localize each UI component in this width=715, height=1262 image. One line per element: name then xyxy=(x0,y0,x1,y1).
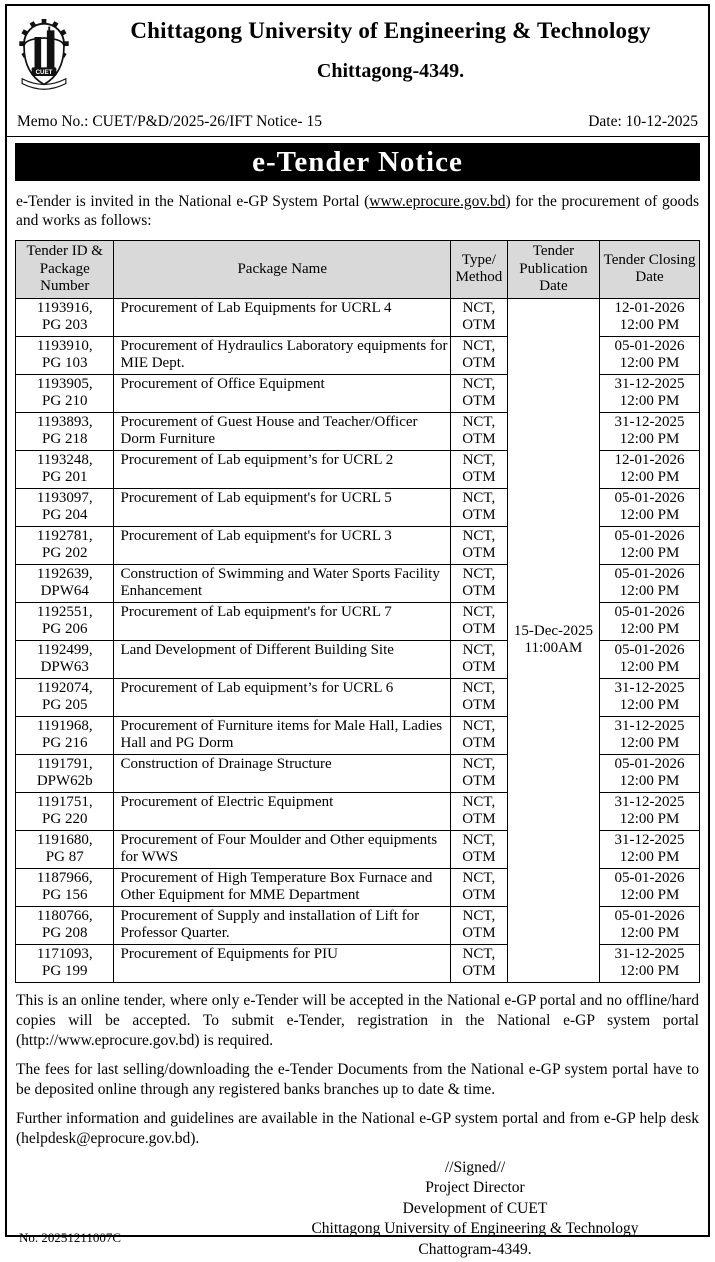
notice-banner xyxy=(15,143,700,181)
memo-number: Memo No.: CUET/P&D/2025-26/IFT Notice- 15 xyxy=(17,113,322,130)
package-name-cell: Procurement of Hydraulics Laboratory equipments for MIE Dept. xyxy=(114,336,451,374)
package-name-cell: Procurement of Lab equipment’s for UCRL 2 xyxy=(114,450,451,488)
intro-paragraph xyxy=(16,192,699,230)
tender-id-cell: 1193916, PG 203 xyxy=(16,298,114,336)
package-name-cell: Procurement of Electric Equipment xyxy=(114,792,451,830)
closing-date-cell: 05-01-2026 12:00 PM xyxy=(600,906,700,944)
type-method-cell: NCT, OTM xyxy=(451,868,508,906)
package-name-cell: Procurement of Equipments for PIU xyxy=(114,944,451,982)
tender-id-cell: 1187966, PG 156 xyxy=(16,868,114,906)
type-method-cell: NCT, OTM xyxy=(451,754,508,792)
reference-number: No. 20251211007C xyxy=(19,1229,122,1245)
eprocure-link[interactable]: www.eprocure.gov.bd xyxy=(369,193,506,210)
intro-text-after: ) for the procurement of goods and works as follows: xyxy=(16,193,699,229)
type-method-cell: NCT, OTM xyxy=(451,602,508,640)
tender-id-cell: 1193893, PG 218 xyxy=(16,412,114,450)
tender-table xyxy=(15,240,700,983)
type-method-cell: NCT, OTM xyxy=(451,298,508,336)
note-fees: The fees for last selling/downloading the e-Tender Documents from the National e-GP system portal have to be deposited online through any registered banks branches up to date & time. xyxy=(16,1060,699,1098)
package-name-cell: Procurement of Furniture items for Male Hall, Ladies Hall and PG Dorm xyxy=(114,716,451,754)
header-package-name: Package Name xyxy=(114,241,451,299)
note-further-info: Further information and guidelines are available in the National e-GP system portal and from e-GP help desk (helpdesk@eprocure.gov.bd). xyxy=(16,1109,699,1147)
signer-title: Project Director xyxy=(425,1179,525,1196)
closing-date-cell: 05-01-2026 12:00 PM xyxy=(600,868,700,906)
header-publication-date: Tender Publication Date xyxy=(507,241,599,299)
tender-id-cell: 1192074, PG 205 xyxy=(16,678,114,716)
type-method-cell: NCT, OTM xyxy=(451,564,508,602)
closing-date-cell: 12-01-2026 12:00 PM xyxy=(600,298,700,336)
type-method-cell: NCT, OTM xyxy=(451,830,508,868)
type-method-cell: NCT, OTM xyxy=(451,792,508,830)
notice-title: e-Tender Notice xyxy=(252,145,463,178)
type-method-cell: NCT, OTM xyxy=(451,450,508,488)
tender-id-cell: 1192551, PG 206 xyxy=(16,602,114,640)
closing-date-cell: 31-12-2025 12:00 PM xyxy=(600,412,700,450)
package-name-cell: Procurement of High Temperature Box Furnace and Other Equipment for MME Department xyxy=(114,868,451,906)
tender-id-cell: 1191968, PG 216 xyxy=(16,716,114,754)
type-method-cell: NCT, OTM xyxy=(451,336,508,374)
closing-date-cell: 05-01-2026 12:00 PM xyxy=(600,336,700,374)
tender-table-body xyxy=(16,298,700,982)
package-name-cell: Procurement of Lab equipment's for UCRL 3 xyxy=(114,526,451,564)
closing-date-cell: 12-01-2026 12:00 PM xyxy=(600,450,700,488)
letterhead-text xyxy=(81,12,700,83)
table-header-row xyxy=(16,241,700,299)
type-method-cell: NCT, OTM xyxy=(451,412,508,450)
signer-city: Chattogram-4349. xyxy=(418,1240,532,1258)
type-method-cell: NCT, OTM xyxy=(451,944,508,982)
header-closing-date: Tender Closing Date xyxy=(600,241,700,299)
note-online-tender: This is an online tender, where only e-Tender will be accepted in the National e-GP portal and no offline/hard copies will be accepted. To submit e-Tender, registration in the National e-GP system portal (http://www.eprocure.gov.bd) is required. xyxy=(16,991,699,1049)
tender-id-cell: 1191680, PG 87 xyxy=(16,830,114,868)
type-method-cell: NCT, OTM xyxy=(451,716,508,754)
type-method-cell: NCT, OTM xyxy=(451,488,508,526)
closing-date-cell: 05-01-2026 12:00 PM xyxy=(600,564,700,602)
notice-date: Date: 10-12-2025 xyxy=(588,113,698,130)
package-name-cell: Procurement of Lab equipment’s for UCRL 6 xyxy=(114,678,451,716)
type-method-cell: NCT, OTM xyxy=(451,526,508,564)
package-name-cell: Procurement of Guest House and Teacher/Officer Dorm Furniture xyxy=(114,412,451,450)
header-type-method: Type/ Method xyxy=(451,241,508,299)
tender-id-cell: 1193905, PG 210 xyxy=(16,374,114,412)
tender-id-cell: 1193910, PG 103 xyxy=(16,336,114,374)
university-name: Chittagong University of Engineering & Technology xyxy=(130,18,651,43)
signed-marker: //Signed// xyxy=(444,1158,506,1176)
package-name-cell: Procurement of Lab Equipments for UCRL 4 xyxy=(114,298,451,336)
tender-id-cell: 1193097, PG 204 xyxy=(16,488,114,526)
signer-org: Development of CUET xyxy=(402,1199,548,1217)
letterhead xyxy=(15,12,700,99)
package-name-cell: Procurement of Four Moulder and Other equipments for WWS xyxy=(114,830,451,868)
signer-university: Chittagong University of Engineering & Technology xyxy=(311,1220,639,1237)
closing-date-cell: 05-01-2026 12:00 PM xyxy=(600,754,700,792)
closing-date-cell: 31-12-2025 12:00 PM xyxy=(600,374,700,412)
package-name-cell: Construction of Drainage Structure xyxy=(114,754,451,792)
header-tender-id: Tender ID & Package Number xyxy=(16,241,114,299)
package-name-cell: Procurement of Lab equipment's for UCRL 5 xyxy=(114,488,451,526)
memo-divider xyxy=(7,136,708,137)
package-name-cell: Construction of Swimming and Water Sports Facility Enhancement xyxy=(114,564,451,602)
package-name-cell: Procurement of Lab equipment's for UCRL 7 xyxy=(114,602,451,640)
university-address: Chittagong-4349. xyxy=(316,60,465,82)
closing-date-cell: 05-01-2026 12:00 PM xyxy=(600,526,700,564)
tender-id-cell: 1193248, PG 201 xyxy=(16,450,114,488)
tender-id-cell: 1192781, PG 202 xyxy=(16,526,114,564)
memo-row xyxy=(15,113,700,131)
package-name-cell: Procurement of Office Equipment xyxy=(114,374,451,412)
tender-id-cell: 1180766, PG 208 xyxy=(16,906,114,944)
tender-id-cell: 1192639, DPW64 xyxy=(16,564,114,602)
type-method-cell: NCT, OTM xyxy=(451,906,508,944)
closing-date-cell: 05-01-2026 12:00 PM xyxy=(600,602,700,640)
signature-block xyxy=(260,1158,690,1261)
closing-date-cell: 31-12-2025 12:00 PM xyxy=(600,792,700,830)
closing-date-cell: 05-01-2026 12:00 PM xyxy=(600,640,700,678)
type-method-cell: NCT, OTM xyxy=(451,374,508,412)
logo-text: CUET xyxy=(35,69,53,77)
package-name-cell: Procurement of Supply and installation of Lift for Professor Quarter. xyxy=(114,906,451,944)
intro-text-before: e-Tender is invited in the National e-GP System Portal ( xyxy=(16,193,370,210)
tender-id-cell: 1192499, DPW63 xyxy=(16,640,114,678)
tender-id-cell: 1171093, PG 199 xyxy=(16,944,114,982)
publication-date-cell: 15-Dec-2025 11:00AM xyxy=(507,298,599,982)
closing-date-cell: 05-01-2026 12:00 PM xyxy=(600,488,700,526)
closing-date-cell: 31-12-2025 12:00 PM xyxy=(600,944,700,982)
tender-id-cell: 1191791, DPW62b xyxy=(16,754,114,792)
document-page xyxy=(5,4,710,1258)
signature-area xyxy=(15,1158,700,1262)
type-method-cell: NCT, OTM xyxy=(451,640,508,678)
table-row xyxy=(16,298,700,336)
notes-section xyxy=(15,991,700,1149)
tender-id-cell: 1191751, PG 220 xyxy=(16,792,114,830)
closing-date-cell: 31-12-2025 12:00 PM xyxy=(600,716,700,754)
closing-date-cell: 31-12-2025 12:00 PM xyxy=(600,678,700,716)
package-name-cell: Land Development of Different Building Site xyxy=(114,640,451,678)
cuet-logo-icon xyxy=(15,18,73,94)
cuet-logo xyxy=(15,12,81,99)
type-method-cell: NCT, OTM xyxy=(451,678,508,716)
closing-date-cell: 31-12-2025 12:00 PM xyxy=(600,830,700,868)
